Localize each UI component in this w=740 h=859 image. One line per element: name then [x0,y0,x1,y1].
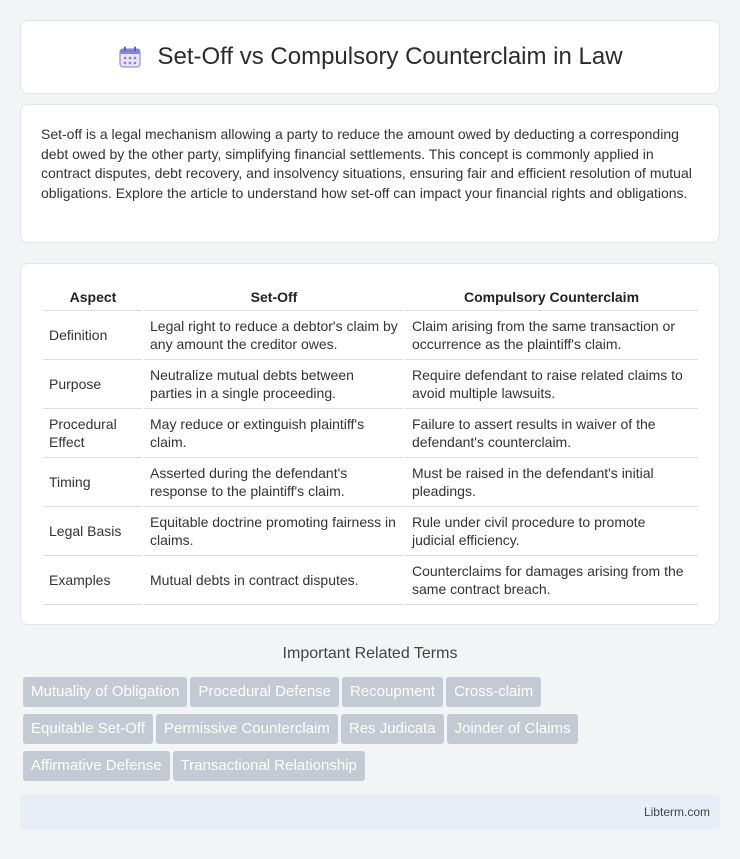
intro-text: Set-off is a legal mechanism allowing a party to reduce the amount owed by deducting a corresponding debt owed by the other party, simplifying financial settlements. This concept is commonly applied in contract disputes, debt recovery, and insolvency situations, ensuring fair and efficient resolution of mutual obligations. Explore the article to understand how set-off can impact your financial rights and obligations. [41,126,692,201]
comparison-table [43,284,698,605]
row-set-off: Neutralize mutual debts between parties in a single proceeding. [143,359,405,408]
table-row [43,506,698,555]
related-term-tag[interactable]: Transactional Relationship [173,751,365,781]
related-term-tag[interactable]: Mutuality of Obligation [23,677,187,707]
related-term-tag[interactable]: Permissive Counterclaim [156,714,338,744]
row-counterclaim: Counterclaims for damages arising from the same contract breach. [405,555,698,604]
related-term-tag[interactable]: Equitable Set-Off [23,714,153,744]
table-row [43,408,698,457]
related-term-tag[interactable]: Procedural Defense [190,677,339,707]
related-term-tag[interactable]: Recoupment [342,677,443,707]
footer-bar [20,795,720,829]
page-title: Set-Off vs Compulsory Counterclaim in Law [157,43,623,70]
row-set-off: Mutual debts in contract disputes. [143,555,405,604]
related-terms-title: Important Related Terms [282,645,458,662]
header-set-off: Set-Off [143,284,405,310]
table-header-row [43,284,698,310]
table-row [43,359,698,408]
related-term-tag[interactable]: Res Judicata [341,714,444,744]
row-aspect: Procedural Effect [43,408,143,457]
footer-site-link[interactable]: Libterm.com [643,805,710,819]
table-row [43,555,698,604]
row-counterclaim: Require defendant to raise related claims to avoid multiple lawsuits. [405,359,698,408]
row-aspect: Legal Basis [43,506,143,555]
intro-card [20,104,720,243]
row-set-off: May reduce or extinguish plaintiff's claim. [143,408,405,457]
row-counterclaim: Failure to assert results in waiver of the defendant's counterclaim. [405,408,698,457]
title-card [20,20,720,94]
related-terms-list [23,677,723,788]
row-aspect: Purpose [43,359,143,408]
row-set-off: Asserted during the defendant's response to the plaintiff's claim. [143,457,405,506]
row-counterclaim: Must be raised in the defendant's initial pleadings. [405,457,698,506]
related-term-tag[interactable]: Joinder of Claims [447,714,579,744]
related-term-tag[interactable]: Affirmative Defense [23,751,170,781]
row-set-off: Legal right to reduce a debtor's claim by any amount the creditor owes. [143,310,405,359]
row-aspect: Timing [43,457,143,506]
row-set-off: Equitable doctrine promoting fairness in claims. [143,506,405,555]
table-row [43,457,698,506]
header-aspect: Aspect [43,284,143,310]
related-term-tag[interactable]: Cross-claim [446,677,541,707]
comparison-card [20,263,720,625]
row-aspect: Examples [43,555,143,604]
row-counterclaim: Rule under civil procedure to promote judicial efficiency. [405,506,698,555]
table-row [43,310,698,359]
row-aspect: Definition [43,310,143,359]
row-counterclaim: Claim arising from the same transaction or occurrence as the plaintiff's claim. [405,310,698,359]
header-compulsory-counterclaim: Compulsory Counterclaim [405,284,698,310]
calendar-icon [117,44,143,70]
